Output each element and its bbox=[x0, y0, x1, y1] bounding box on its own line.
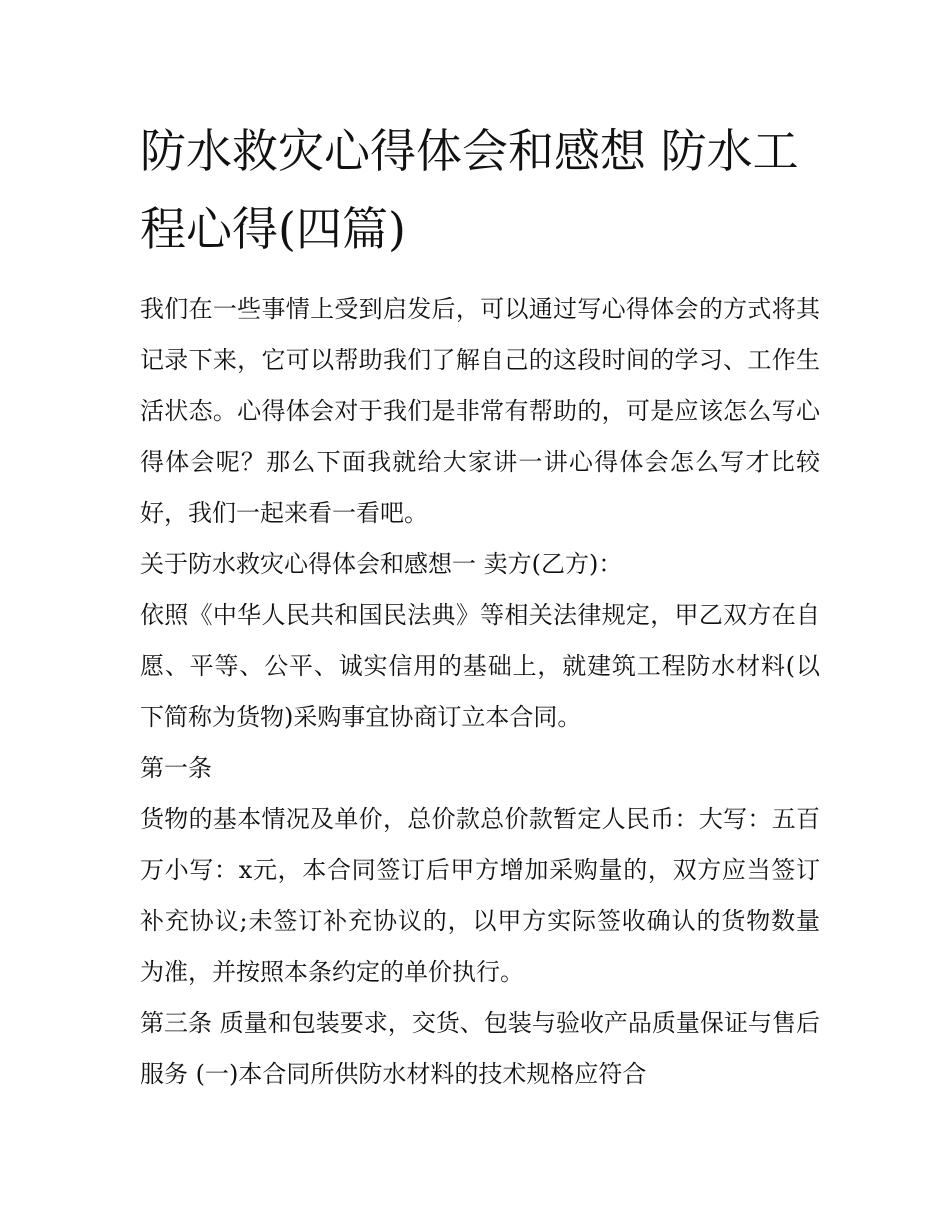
intro-paragraph: 我们在一些事情上受到启发后，可以通过写心得体会的方式将其记录下来，它可以帮助我们了解自己的这段时间的学习、工作生活状态。心得体会对于我们是非常有帮助的，可是应该怎么写心得体会呢？那么下面我就给大家讲一讲心得体会怎么写才比较好，我们一起来看一看吧。 bbox=[140, 295, 820, 527]
article-one-body: 货物的基本情况及单价，总价款总价款暂定人民币：大写：五百万小写：x元，本合同签订后甲方增加采购量的，双方应当签订补充协议;未签订补充协议的，以甲方实际签收确认的货物数量为准，并按照本条约定的单价执行。 bbox=[140, 805, 820, 986]
document-page bbox=[140, 112, 820, 1100]
article-three-body: 第三条 质量和包装要求，交货、包装与验收产品质量保证与售后服务 (一)本合同所供防水材料的技术规格应符合 bbox=[140, 1009, 820, 1088]
contract-preamble: 依照《中华人民共和国民法典》等相关法律规定，甲乙双方在自愿、平等、公平、诚实信用的基础上，就建筑工程防水材料(以下简称为货物)采购事宜协商订立本合同。 bbox=[140, 601, 820, 731]
document-title: 防水救灾心得体会和感想 防水工程心得(四篇) bbox=[140, 124, 799, 256]
section-heading: 关于防水救灾心得体会和感想一 卖方(乙方)： bbox=[140, 550, 623, 578]
title-spacer bbox=[140, 268, 820, 284]
article-one-heading: 第一条 bbox=[140, 754, 212, 782]
